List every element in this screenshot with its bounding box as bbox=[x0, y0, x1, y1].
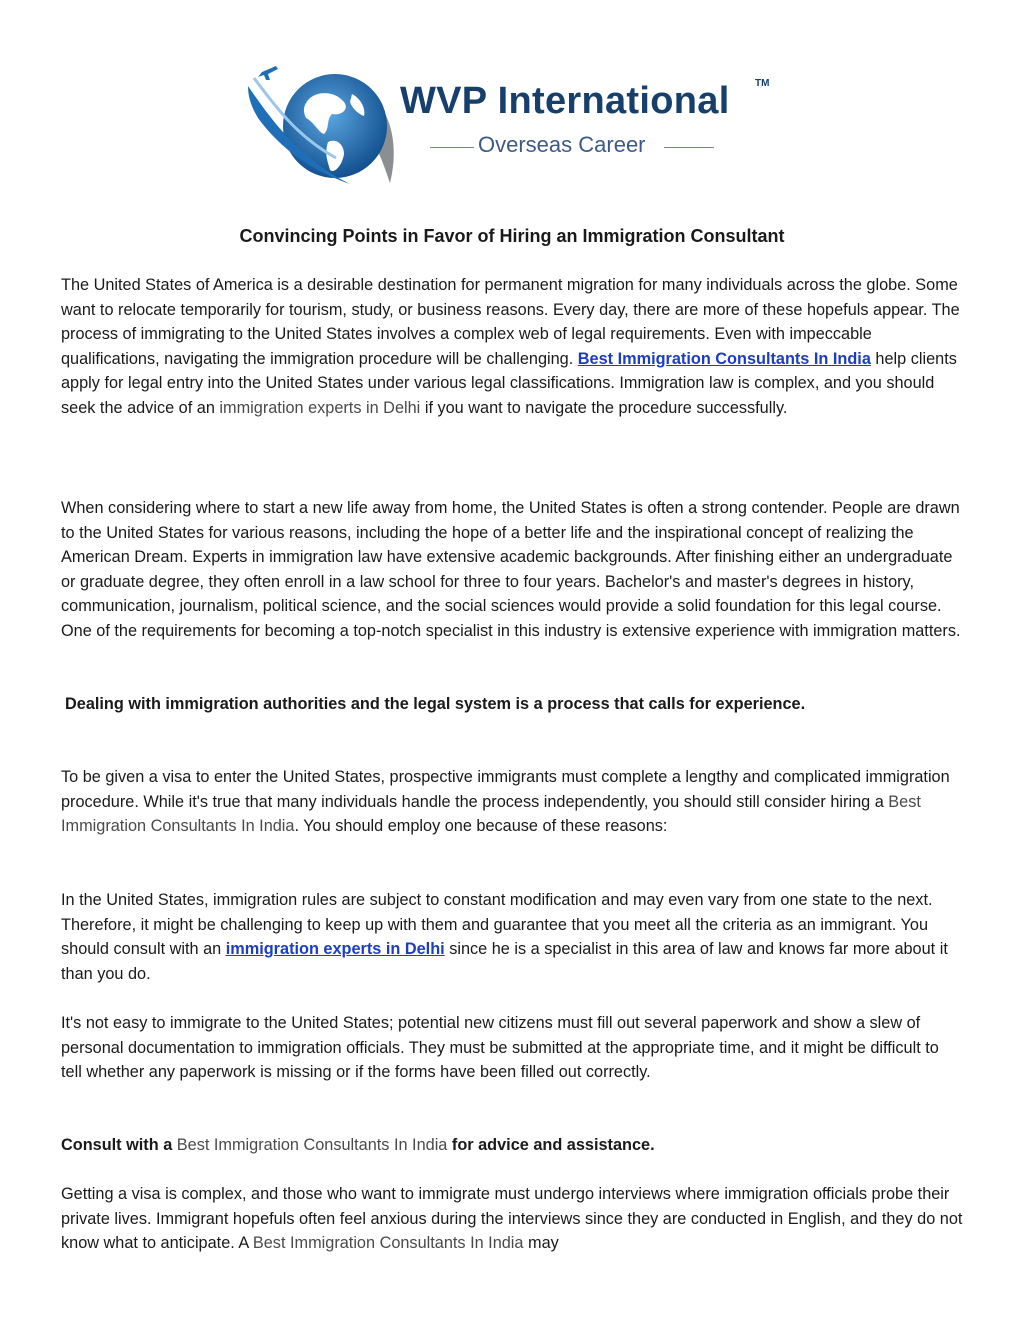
text-run: if you want to navigate the procedure successfully. bbox=[420, 398, 788, 417]
trademark-mark: TM bbox=[755, 78, 770, 89]
paragraph-intro bbox=[61, 273, 963, 421]
brand-tagline: Overseas Career bbox=[478, 132, 646, 157]
text-run: . You should employ one because of these reasons: bbox=[294, 817, 668, 836]
globe-plane-icon bbox=[240, 58, 410, 188]
brand-name: WVP International bbox=[400, 80, 730, 122]
link-best-immigration-consultants[interactable]: Best Immigration Consultants In India bbox=[577, 349, 871, 368]
text-run: help clients apply for legal entry into the United States under various legal classifications. Immigration law is complex, and you should seek the advice of an bbox=[61, 349, 957, 417]
text-run: To be given a visa to enter the United States, prospective immigrants must complete a lengthy and complicated immigration procedure. While it's true that many individuals handle the process independently, you should still consider hiring a bbox=[61, 768, 950, 811]
tagline-rule-left bbox=[430, 147, 474, 148]
tagline-rule-right bbox=[664, 147, 714, 148]
section-heading-consult bbox=[61, 1133, 963, 1158]
paragraph-visa-procedure bbox=[61, 765, 963, 839]
link-best-immigration-consultants[interactable]: Best Immigration Consultants In India bbox=[61, 792, 921, 836]
text-run: Consult with a bbox=[61, 1136, 177, 1154]
tagline-row bbox=[430, 132, 730, 162]
paragraph-rules bbox=[61, 888, 963, 986]
link-best-immigration-consultants[interactable]: Best Immigration Consultants In India bbox=[252, 1234, 524, 1253]
page-title: Convincing Points in Favor of Hiring an Immigration Consultant bbox=[239, 226, 785, 246]
text-run: Getting a visa is complex, and those who want to immigrate must undergo interviews where immigration officials probe their private lives. Immigrant hopefuls often feel anxious during the interviews since they are conducted in English, and they do not know what to anticipate. A bbox=[61, 1185, 963, 1253]
paragraph-interviews bbox=[61, 1182, 963, 1256]
brand-block bbox=[400, 78, 770, 157]
paragraph-paperwork: It's not easy to immigrate to the United States; potential new citizens must fill out several paperwork and show a slew of personal documentation to immigration officials. They must be submitted at the appropriate time, and it might be difficult to tell whether any paperwork is missing or if the forms have been filled out correctly. bbox=[61, 1014, 939, 1082]
link-best-immigration-consultants[interactable]: Best Immigration Consultants In India bbox=[176, 1136, 448, 1154]
text-run: In the United States, immigration rules are subject to constant modification and may even vary from one state to the next. Therefore, it might be challenging to keep up with them and guarantee that you meet all the criteria as an immigrant. You should consult with an bbox=[61, 891, 933, 959]
link-immigration-experts-delhi[interactable]: immigration experts in Delhi bbox=[219, 398, 421, 417]
text-run: may bbox=[523, 1234, 559, 1253]
company-logo bbox=[240, 58, 770, 188]
text-run: since he is a specialist in this area of law and knows far more about it than you do. bbox=[61, 940, 948, 983]
section-heading-experience: Dealing with immigration authorities and the legal system is a process that calls for experience. bbox=[65, 695, 806, 713]
text-run: for advice and assistance. bbox=[447, 1136, 655, 1154]
text-run: The United States of America is a desirable destination for permanent migration for many individuals across the globe. Some want to relocate temporarily for tourism, study, or business reasons. Every day, there are more of these hopefuls appear. The process of immigrating to the United States involves a complex web of legal requirements. Even with impeccable qualifications, navigating the immigration procedure will be challenging. bbox=[61, 276, 960, 368]
paragraph-destination: When considering where to start a new life away from home, the United States is often a strong contender. People are drawn to the United States for various reasons, including the hope of a better life and the inspirational concept of realizing the American Dream. Experts in immigration law have extensive academic backgrounds. After finishing either an undergraduate or graduate degree, they often enroll in a law school for three to four years. Bachelor's and master's degrees in history, communication, journalism, political science, and the social sciences would provide a solid foundation for this legal course. One of the requirements for becoming a top-notch specialist in this industry is extensive experience with immigration matters. bbox=[61, 499, 961, 640]
link-immigration-experts-delhi[interactable]: immigration experts in Delhi bbox=[225, 940, 445, 959]
